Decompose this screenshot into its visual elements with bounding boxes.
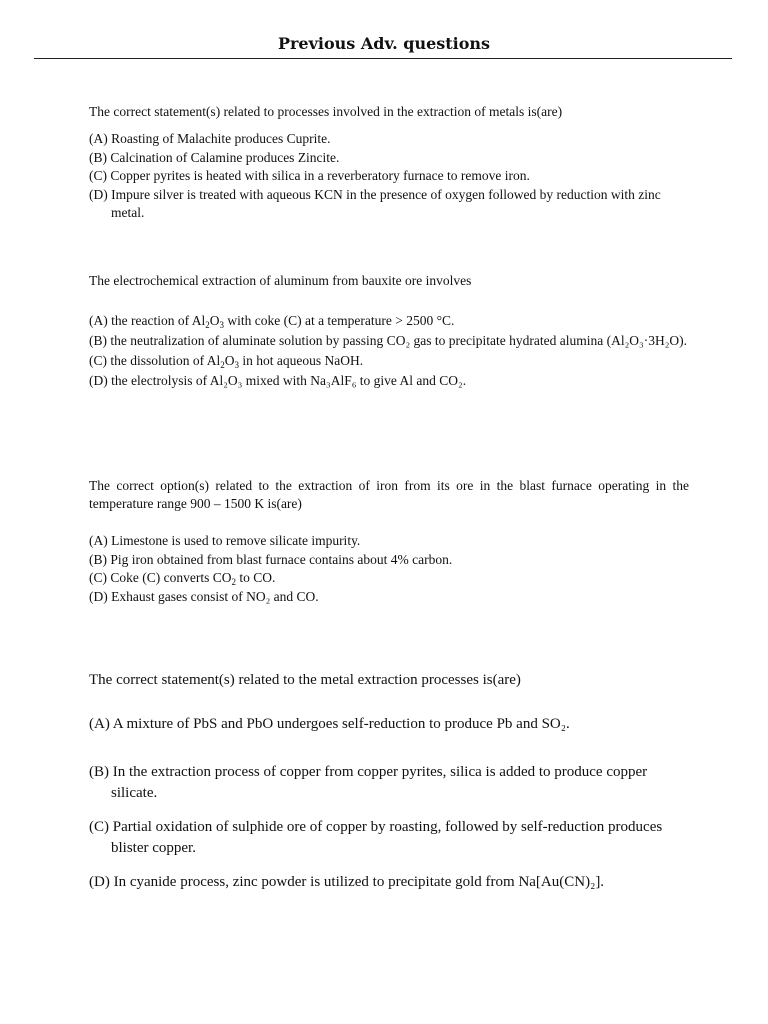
question-1: [89, 103, 689, 223]
page-title: Previous Adv. questions: [277, 34, 491, 53]
question-2-option-b: (B) the neutralization of aluminate solution by passing CO₂ gas to precipitate hydrated alumina (Al₂O₃·3H₂O).: [89, 333, 688, 348]
question-2-option-a: (A) the reaction of $Al_2O_3$ with coke (C) at a temperature > 2500 °C.: [89, 313, 455, 330]
question-3-options: [89, 532, 689, 606]
question-2-stem: The electrochemical extraction of aluminum from bauxite ore involves: [89, 273, 472, 288]
header-divider: [34, 58, 732, 59]
question-3: [89, 477, 689, 606]
question-1-option-b: (B) Calcination of Calamine produces Zincite.: [89, 149, 340, 165]
question-2-option-d: (D) the electrolysis of Al₂O₃ mixed with Na₃AlF₆ to give Al and CO₂.: [89, 373, 467, 388]
question-2-options: [89, 312, 689, 391]
question-4-option-d: (D) In cyanide process, zinc powder is utilized to precipitate gold from Na[Au(CN)₂].: [89, 874, 605, 890]
question-3-option-c: (C) Coke (C) converts $CO_2$ to CO.: [89, 570, 276, 587]
question-4-option-c: (C) Partial oxidation of sulphide ore of copper by roasting, followed by self-reduction produces blister copper.: [89, 819, 663, 856]
question-4-stem: The correct statement(s) related to the metal extraction processes is(are): [89, 672, 521, 688]
question-1-options: [89, 130, 689, 223]
question-4-option-b: (B) In the extraction process of copper from copper pyrites, silica is added to produce copper silicate.: [89, 764, 648, 801]
question-2-option-c: (C) the dissolution of $Al_2O_3$ in hot aqueous NaOH.: [89, 353, 364, 370]
question-4: [89, 670, 689, 893]
question-1-option-d: (D) Impure silver is treated with aqueous KCN in the presence of oxygen followed by reduction with zinc metal.: [89, 186, 661, 220]
question-1-option-a: (A) Roasting of Malachite produces Cuprite.: [89, 131, 331, 146]
question-4-option-a: (A) A mixture of PbS and PbO undergoes self-reduction to produce Pb and SO₂.: [89, 716, 570, 732]
question-3-option-b: (B) Pig iron obtained from blast furnace contains about 4% carbon.: [89, 551, 453, 567]
question-3-option-a: (A) Limestone is used to remove silicate impurity.: [89, 533, 361, 548]
question-2: [89, 272, 689, 392]
question-1-stem: The correct statement(s) related to processes involved in the extraction of metals is(are): [89, 104, 563, 119]
question-3-option-d: (D) Exhaust gases consist of NO₂ and CO.: [89, 588, 319, 604]
question-3-stem: The correct option(s) related to the extraction of iron from its ore in the blast furnace operating in the temperature range 900 – 1500 K is(are): [89, 478, 689, 511]
question-1-option-c: (C) Copper pyrites is heated with silica in a reverberatory furnace to remove iron.: [89, 168, 530, 183]
